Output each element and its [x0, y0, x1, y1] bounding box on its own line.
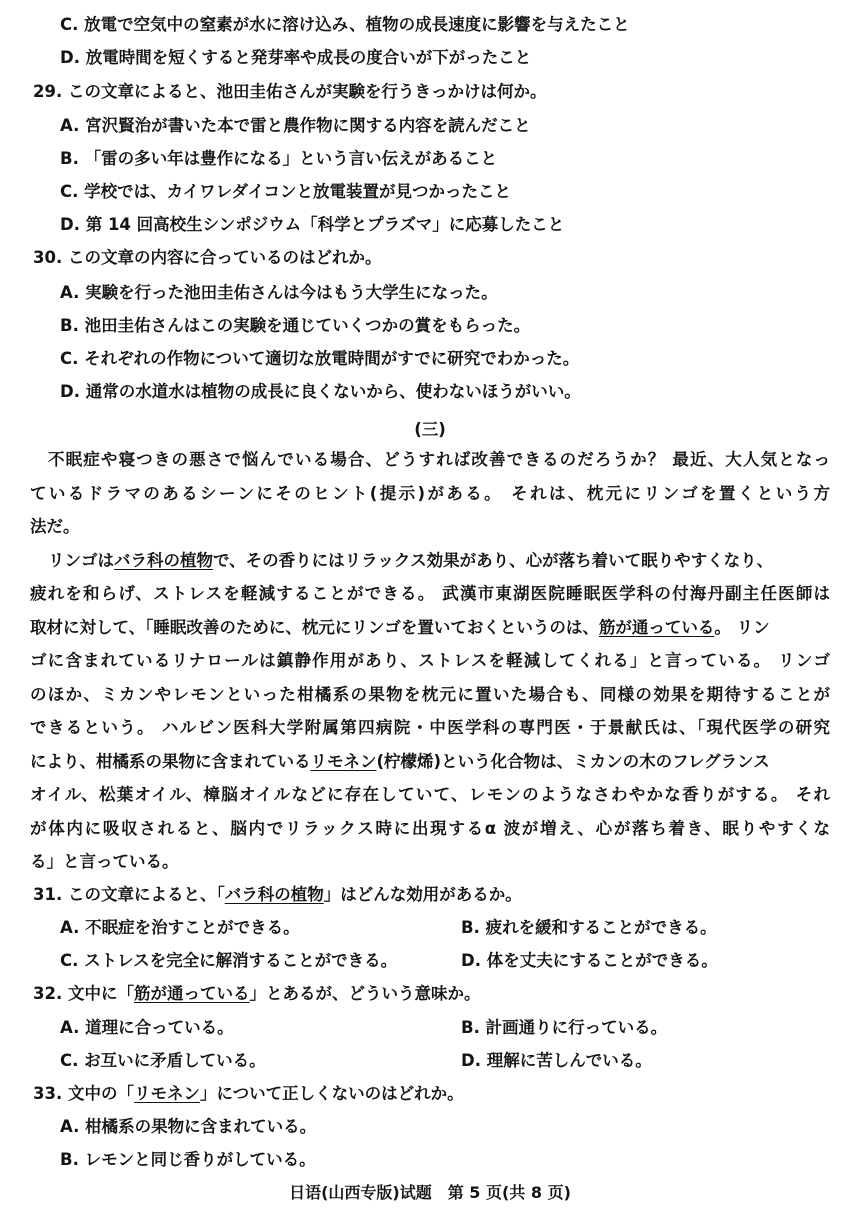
passage-line: 不眠症や寝つきの悪さで悩んでいる場合、どうすれば改善できるのだろうか？ 最近、大人気となっ	[48, 450, 830, 469]
passage-line	[30, 617, 830, 639]
passage-text: 取材に対して、「睡眠改善のために、枕元にリンゴを置いておくというのは、	[30, 618, 599, 637]
q32-stem-text: 32. 文中に「	[33, 984, 134, 1003]
q30-option-a: A. 実験を行った池田圭佑さんは今はもう大学生になった。	[60, 283, 498, 302]
underlined-term: 筋が通っている	[598, 618, 715, 637]
page-footer: 日语(山西专版)试题 第 5 页(共 8 页)	[289, 1183, 571, 1202]
passage-text: により、柑橘系の果物に含まれている	[30, 752, 311, 771]
q32-option-c: C. お互いに矛盾している。	[60, 1051, 266, 1070]
underlined-term: リモネン	[310, 752, 377, 771]
passage-line: オイル、松葉オイル、樟脳オイルなどに存在していて、レモンのようなさわやかな香りがする。 それ	[30, 785, 830, 804]
passage-text: で、その香りにはリラックス効果があり、心が落ち着いて眠りやすくなり、	[213, 551, 774, 570]
q31-option-d: D. 体を丈夫にすることができる。	[461, 951, 718, 970]
passage-line	[30, 751, 830, 773]
q33-stem	[33, 1083, 464, 1105]
q31-option-c: C. ストレスを完全に解消することができる。	[60, 951, 398, 970]
q32-stem	[33, 983, 480, 1005]
q29-option-a: A. 宮沢賢治が書いた本で雷と農作物に関する内容を読んだこと	[60, 116, 531, 135]
passage-line: のほか、ミカンやレモンといった柑橘系の果物を枕元に置いた場合も、同様の効果を期待することが	[30, 685, 830, 704]
passage-text: リンゴは	[48, 551, 114, 570]
underlined-term: リモネン	[133, 1084, 200, 1103]
q33-option-b: B. レモンと同じ香りがしている。	[60, 1150, 316, 1169]
passage-line: る」と言っている。	[30, 852, 179, 871]
q31-option-b: B. 疲れを緩和することができる。	[461, 918, 717, 937]
q31-stem-text: 」はどんな効用があるか。	[323, 885, 522, 904]
q32-option-a: A. 道理に合っている。	[60, 1018, 234, 1037]
section-heading: (三)	[414, 420, 446, 439]
passage-line: 疲れを和らげ、ストレスを軽減することができる。 武漢市東湖医院睡眠医学科の付海丹副主任医師は	[30, 584, 830, 603]
underlined-term: バラ科の植物	[224, 885, 324, 904]
q29-option-c: C. 学校では、カイワレダイコンと放電装置が見つかったこと	[60, 182, 511, 201]
q33-option-a: A. 柑橘系の果物に含まれている。	[60, 1117, 317, 1136]
passage-text: 。 リン	[714, 618, 770, 637]
underlined-term: バラ科の植物	[114, 551, 213, 570]
q31-stem-text: 31. この文章によると、「	[33, 885, 225, 904]
q28-option-c: C. 放電で空気中の窒素が水に溶け込み、植物の成長速度に影響を与えたこと	[60, 15, 630, 34]
underlined-term: 筋が通っている	[133, 984, 250, 1003]
q29-option-d: D. 第 14 回高校生シンポジウム「科学とプラズマ」に応募したこと	[60, 215, 565, 234]
q30-option-b: B. 池田圭佑さんはこの実験を通じていくつかの賞をもらった。	[60, 316, 531, 335]
q33-stem-text: 」について正しくないのはどれか。	[199, 1084, 464, 1103]
passage-line: 法だ。	[30, 517, 80, 536]
passage-line: が体内に吸収されると、脳内でリラックス時に出現するα 波が増え、心が落ち着き、眠りやすくな	[30, 819, 830, 838]
passage-text: (柠檬烯)という化合物は、ミカンの木のフレグランス	[376, 752, 770, 771]
q30-stem: 30. この文章の内容に合っているのはどれか。	[33, 248, 382, 267]
q28-option-d: D. 放電時間を短くすると発芽率や成長の度合いが下がったこと	[60, 48, 532, 67]
passage-line: できるという。 ハルビン医科大学附属第四病院・中医学科の専門医・于景献氏は、「現代医学の研究	[30, 718, 830, 737]
passage-line: ゴに含まれているリナロールは鎮静作用があり、ストレスを軽減してくれる」と言っている。 リンゴ	[30, 651, 830, 670]
q33-stem-text: 33. 文中の「	[33, 1084, 134, 1103]
q32-option-d: D. 理解に苦しんでいる。	[461, 1051, 652, 1070]
q31-option-a: A. 不眠症を治すことができる。	[60, 918, 300, 937]
q29-stem: 29. この文章によると、池田圭佑さんが実験を行うきっかけは何か。	[33, 82, 547, 101]
passage-line	[48, 550, 830, 572]
q32-option-b: B. 計画通りに行っている。	[461, 1018, 668, 1037]
q31-stem	[33, 884, 522, 906]
q30-option-c: C. それぞれの作物について適切な放電時間がすでに研究でわかった。	[60, 349, 580, 368]
passage-line: ているドラマのあるシーンにそのヒント(提示)がある。 それは、枕元にリンゴを置くという方	[30, 484, 830, 503]
q30-option-d: D. 通常の水道水は植物の成長に良くないから、使わないほうがいい。	[60, 382, 581, 401]
q29-option-b: B. 「雷の多い年は豊作になる」という言い伝えがあること	[60, 149, 498, 168]
q32-stem-text: 」とあるが、どういう意味か。	[249, 984, 481, 1003]
